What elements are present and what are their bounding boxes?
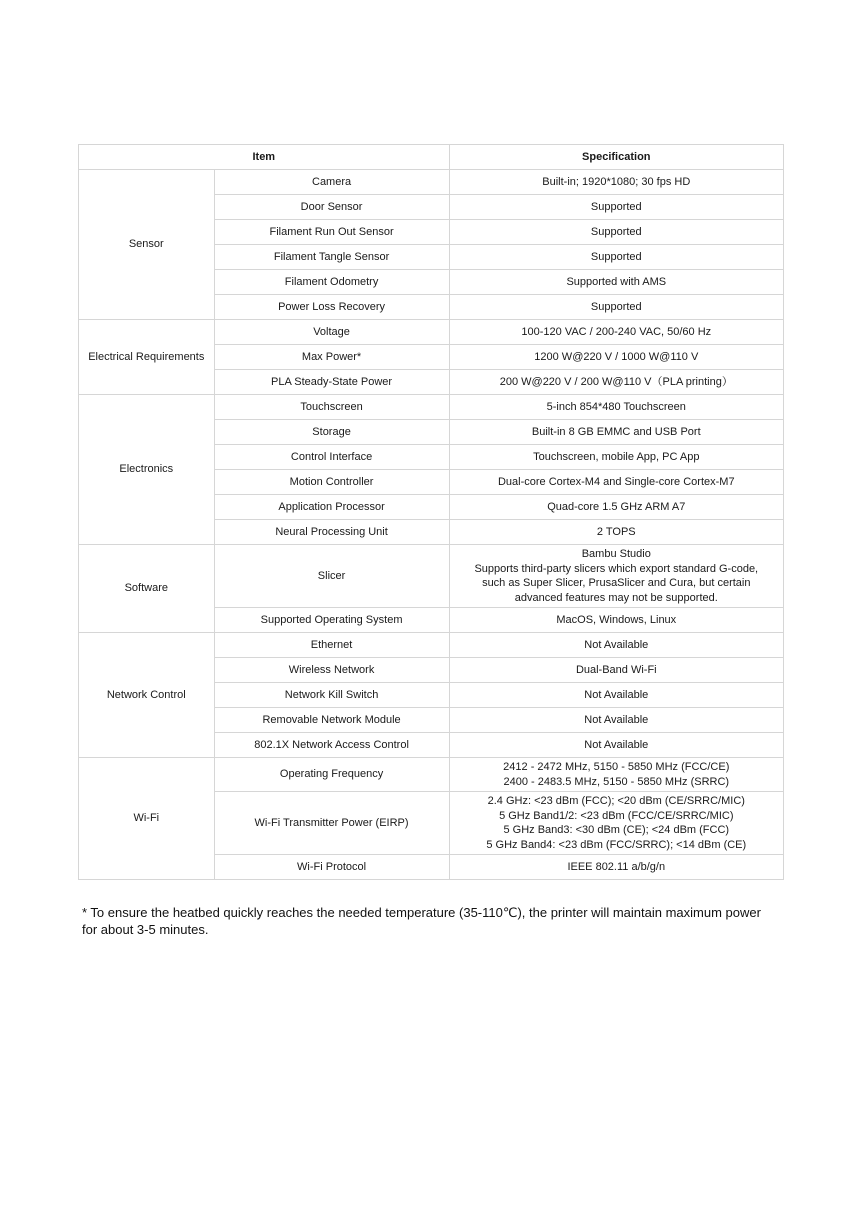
item-cell: Door Sensor (214, 195, 449, 220)
spec-line: Touchscreen, mobile App, PC App (533, 450, 700, 463)
spec-line: Built-in 8 GB EMMC and USB Port (531, 425, 701, 438)
spec-cell (449, 608, 783, 633)
spec-line: Supports third-party slicers which export standard G-code, (474, 562, 759, 575)
spec-cell (449, 295, 783, 320)
spec-line: 2.4 GHz: <23 dBm (FCC); <20 dBm (CE/SRRC/MIC) (487, 795, 745, 807)
item-cell: Power Loss Recovery (214, 295, 449, 320)
item-cell: Filament Run Out Sensor (214, 220, 449, 245)
spec-cell (449, 420, 783, 445)
spec-line: Dual-Band Wi-Fi (575, 663, 657, 676)
item-cell: Slicer (214, 545, 449, 608)
category-cell: Sensor (79, 170, 215, 320)
item-cell: PLA Steady-State Power (214, 370, 449, 395)
item-cell: Camera (214, 170, 449, 195)
table-row (79, 758, 784, 792)
item-cell: Wireless Network (214, 658, 449, 683)
category-cell: Network Control (79, 633, 215, 758)
spec-cell (449, 545, 783, 608)
spec-cell (449, 395, 783, 420)
spec-cell (449, 708, 783, 733)
item-cell: Filament Tangle Sensor (214, 245, 449, 270)
spec-cell (449, 445, 783, 470)
spec-line: Dual-core Cortex-M4 and Single-core Cortex-M7 (497, 475, 735, 488)
table-header-row (79, 145, 784, 170)
spec-line: 5 GHz Band3: <30 dBm (CE); <24 dBm (FCC) (503, 824, 730, 836)
spec-line: 100-120 VAC / 200-240 VAC, 50/60 Hz (521, 325, 712, 338)
item-cell: 802.1X Network Access Control (214, 733, 449, 758)
category-cell: Wi-Fi (79, 758, 215, 880)
spec-line: IEEE 802.11 a/b/g/n (567, 860, 666, 873)
item-cell: Removable Network Module (214, 708, 449, 733)
spec-cell (449, 345, 783, 370)
item-cell: Application Processor (214, 495, 449, 520)
item-cell: Control Interface (214, 445, 449, 470)
spec-line: MacOS, Windows, Linux (556, 613, 677, 626)
footnote: * To ensure the heatbed quickly reaches the needed temperature (35-110℃), the printer will maintain maximum power for about 3-5 minutes. (82, 905, 761, 937)
header-specification: Specification (449, 145, 783, 170)
table-row (79, 395, 784, 420)
spec-table (78, 144, 784, 880)
category-cell: Electronics (79, 395, 215, 545)
spec-cell (449, 270, 783, 295)
spec-line: 2 TOPS (596, 525, 636, 538)
category-cell: Software (79, 545, 215, 633)
item-cell: Wi-Fi Transmitter Power (EIRP) (214, 792, 449, 855)
spec-line: Not Available (584, 738, 649, 751)
spec-cell (449, 320, 783, 345)
spec-cell (449, 220, 783, 245)
spec-cell (449, 245, 783, 270)
spec-line: advanced features may not be supported. (514, 591, 718, 604)
header-item: Item (79, 145, 450, 170)
spec-line: 200 W@220 V / 200 W@110 V（PLA printing） (499, 375, 733, 388)
table-row (79, 170, 784, 195)
spec-line: Not Available (584, 688, 649, 701)
spec-cell (449, 520, 783, 545)
spec-cell (449, 733, 783, 758)
item-cell: Ethernet (214, 633, 449, 658)
spec-line: Not Available (584, 638, 649, 651)
spec-cell (449, 470, 783, 495)
item-cell: Voltage (214, 320, 449, 345)
spec-line: Supported (590, 250, 642, 263)
spec-cell (449, 170, 783, 195)
item-cell: Network Kill Switch (214, 683, 449, 708)
spec-line: Supported (590, 225, 642, 238)
spec-line: 5 GHz Band1/2: <23 dBm (FCC/CE/SRRC/MIC) (499, 809, 734, 822)
spec-cell (449, 195, 783, 220)
item-cell: Neural Processing Unit (214, 520, 449, 545)
table-row (79, 320, 784, 345)
spec-line: Bambu Studio (581, 548, 651, 560)
spec-line: Supported (590, 300, 642, 313)
item-cell: Supported Operating System (214, 608, 449, 633)
item-cell: Operating Frequency (214, 758, 449, 792)
spec-cell (449, 855, 783, 880)
item-cell: Wi-Fi Protocol (214, 855, 449, 880)
spec-line: Not Available (584, 713, 649, 726)
spec-line: Built-in; 1920*1080; 30 fps HD (542, 175, 691, 188)
spec-cell (449, 683, 783, 708)
spec-cell (449, 792, 783, 855)
spec-cell (449, 370, 783, 395)
spec-cell (449, 633, 783, 658)
spec-line: 1200 W@220 V / 1000 W@110 V (534, 350, 699, 363)
category-cell: Electrical Requirements (79, 320, 215, 395)
spec-line: 5 GHz Band4: <23 dBm (FCC/SRRC); <14 dBm (CE) (486, 838, 747, 851)
spec-line: 5-inch 854*480 Touchscreen (546, 400, 686, 413)
spec-line: Quad-core 1.5 GHz ARM A7 (547, 500, 686, 513)
spec-cell (449, 495, 783, 520)
spec-line: such as Super Slicer, PrusaSlicer and Cura, but certain (482, 577, 751, 589)
spec-cell (449, 758, 783, 792)
table-row (79, 633, 784, 658)
item-cell: Max Power* (214, 345, 449, 370)
table-row (79, 545, 784, 608)
item-cell: Touchscreen (214, 395, 449, 420)
spec-line: Supported with AMS (566, 275, 667, 288)
spec-cell (449, 658, 783, 683)
item-cell: Storage (214, 420, 449, 445)
spec-line: 2412 - 2472 MHz, 5150 - 5850 MHz (FCC/CE) (503, 761, 730, 773)
item-cell: Motion Controller (214, 470, 449, 495)
spec-line: Supported (590, 200, 642, 213)
item-cell: Filament Odometry (214, 270, 449, 295)
table-body (79, 170, 784, 880)
spec-line: 2400 - 2483.5 MHz, 5150 - 5850 MHz (SRRC) (503, 775, 730, 788)
